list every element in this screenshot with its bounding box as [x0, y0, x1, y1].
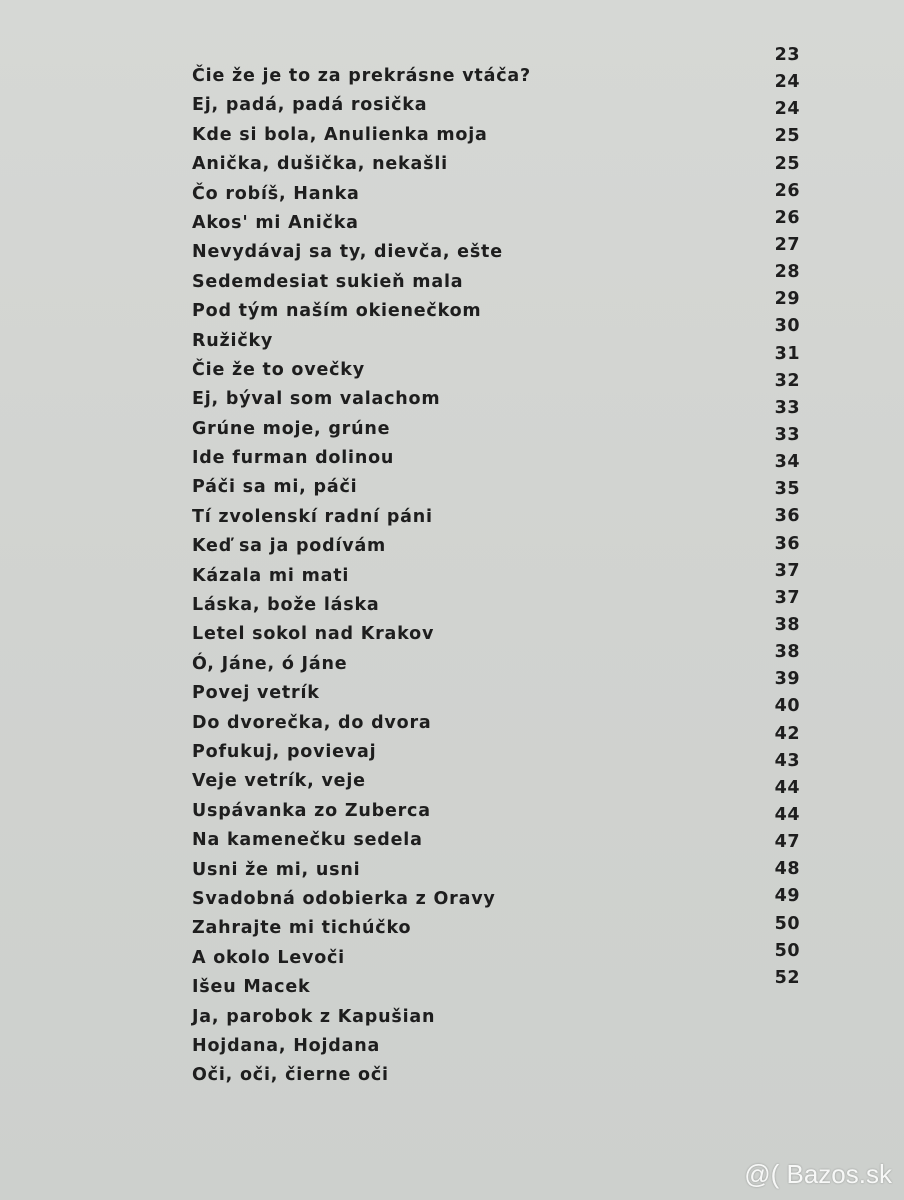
song-title: Do dvorečka, do dvora [192, 712, 432, 733]
page-number: 40 [774, 696, 800, 717]
song-title: Na kamenečku sedela [192, 830, 423, 851]
song-title: Grúne moje, grúne [192, 418, 391, 439]
song-title-list [192, 62, 712, 1091]
song-title: Išeu Macek [192, 977, 311, 998]
site-watermark: @( Bazos.sk [744, 1159, 892, 1189]
page-number: 34 [774, 452, 800, 473]
song-title: Ružičky [192, 330, 274, 351]
page-number: 29 [774, 289, 800, 310]
song-title: Oči, oči, čierne oči [192, 1065, 389, 1086]
song-title: Svadobná odobierka z Oravy [192, 888, 496, 909]
song-title: Kázala mi mati [192, 565, 350, 586]
page-number: 38 [774, 614, 800, 635]
song-title: Pofukuj, povievaj [192, 741, 377, 762]
page-number-list [740, 42, 800, 992]
page-number: 38 [774, 642, 800, 663]
page-number: 27 [774, 234, 800, 255]
page-number: 39 [774, 669, 800, 690]
page-number: 32 [774, 370, 800, 391]
page-number: 52 [774, 967, 800, 988]
song-title: Kde si bola, Anulienka moja [192, 124, 488, 145]
page-number: 26 [774, 207, 800, 228]
page-number: 42 [774, 723, 800, 744]
page-number: 50 [774, 913, 800, 934]
song-title: Ej, padá, padá rosička [192, 95, 428, 116]
song-title: Ide furman dolinou [192, 448, 395, 469]
page-number: 33 [774, 397, 800, 418]
song-title: Tí zvolenskí radní páni [192, 506, 433, 527]
page-number: 33 [774, 424, 800, 445]
page-number: 31 [774, 343, 800, 364]
song-title: Akos' mi Anička [192, 212, 359, 233]
song-title: Sedemdesiat sukieň mala [192, 271, 464, 292]
page-number: 37 [774, 560, 800, 581]
page-number: 44 [774, 777, 800, 798]
song-title: Uspávanka zo Zuberca [192, 800, 431, 821]
page-number: 37 [774, 587, 800, 608]
page-number: 28 [774, 262, 800, 283]
page-number: 23 [774, 45, 800, 65]
song-title: Čo robíš, Hanka [192, 183, 360, 204]
page-number: 26 [774, 180, 800, 201]
song-title: Zahrajte mi tichúčko [192, 918, 412, 939]
song-title: Ó, Jáne, ó Jáne [192, 653, 348, 674]
page-number: 48 [774, 859, 800, 880]
song-title: Nevydávaj sa ty, dievča, ešte [192, 242, 503, 263]
song-title: Hojdana, Hojdana [192, 1035, 381, 1056]
song-title: Letel sokol nad Krakov [192, 624, 435, 645]
page-number: 30 [774, 316, 800, 337]
page-number: 36 [774, 506, 800, 527]
song-title: Ej, býval som valachom [192, 389, 441, 410]
song-title: Čie že to ovečky [192, 359, 365, 380]
song-title: Pod tým naším okienečkom [192, 301, 482, 322]
page-number: 50 [774, 940, 800, 961]
page-number: 24 [774, 72, 800, 93]
page-number: 24 [774, 99, 800, 120]
page-number: 25 [774, 153, 800, 174]
page-number: 25 [774, 126, 800, 147]
song-title: Ja, parobok z Kapušian [192, 1006, 436, 1027]
page-number: 35 [774, 479, 800, 500]
song-title: Láska, bože láska [192, 595, 380, 616]
page-number: 49 [774, 886, 800, 907]
song-title: Usni že mi, usni [192, 859, 361, 880]
page-number: 43 [774, 750, 800, 771]
page-number: 44 [774, 804, 800, 825]
song-title: Čie že je to za prekrásne vtáča? [192, 66, 531, 86]
page-number: 47 [774, 832, 800, 853]
page-number: 36 [774, 533, 800, 554]
song-title: Keď sa ja podívám [192, 536, 387, 557]
song-title: Veje vetrík, veje [192, 771, 366, 792]
song-title: A okolo Levoči [192, 947, 345, 968]
song-title: Anička, dušička, nekašli [192, 154, 448, 175]
song-title: Páči sa mi, páči [192, 477, 358, 498]
song-title: Povej vetrík [192, 683, 320, 704]
